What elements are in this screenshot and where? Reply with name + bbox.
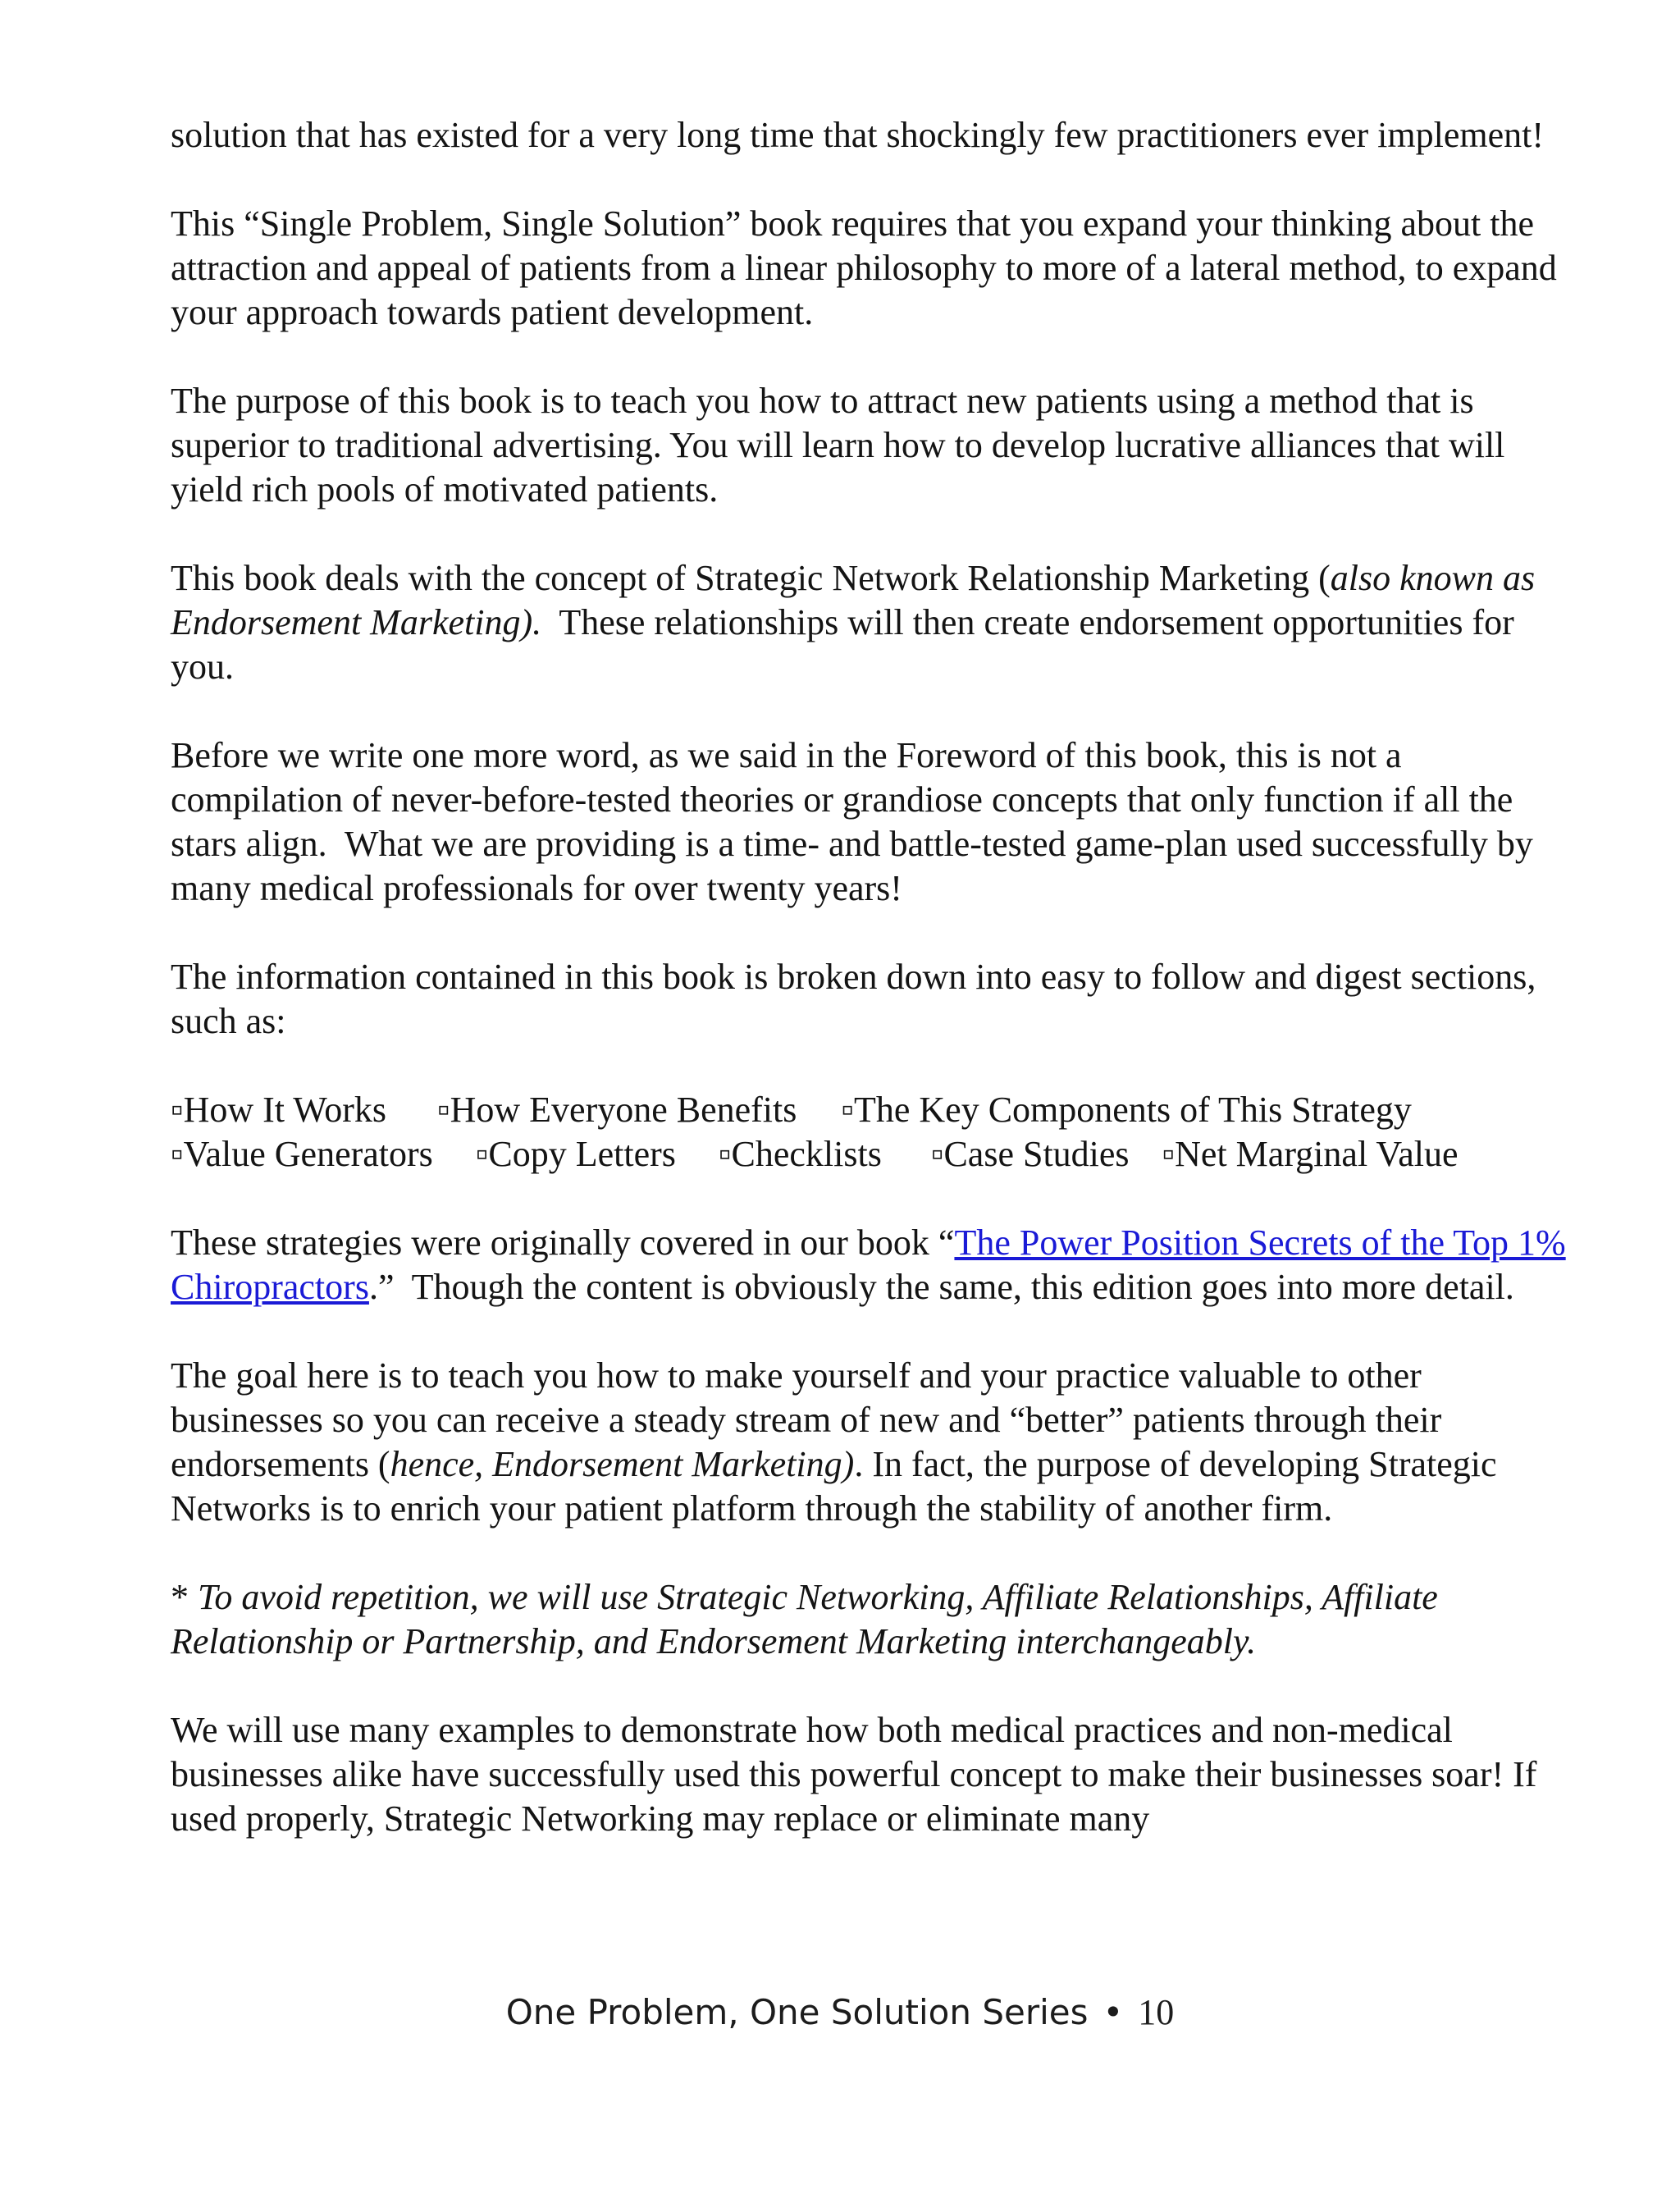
page-body	[171, 113, 1582, 1885]
list-item: ▫Net Marginal Value	[1162, 1134, 1459, 1174]
italic-text: hence, Endorsement Marketing)	[390, 1444, 855, 1484]
paragraph-text: These relationships will then create endorsement opportunities for you.	[171, 602, 1523, 687]
list-item: ▫Checklists	[718, 1134, 882, 1174]
list-item: ▫Case Studies	[930, 1134, 1130, 1174]
list-item: ▫Value Generators	[171, 1134, 433, 1174]
paragraph-intro-continuation: solution that has existed for a very long time that shockingly few practitioners ever implement!	[171, 115, 1544, 155]
separator-dot: •	[1102, 1992, 1124, 2032]
series-title: One Problem, One Solution Series	[505, 1992, 1089, 2032]
italic-text: To avoid repetition, we will use Strategic Networking, Affiliate Relationships, Affiliate Relationship or Partnership, and Endorsement Marketing interchangeably.	[171, 1577, 1438, 1661]
paragraph-note	[171, 1575, 1582, 1664]
sections-list-row-2	[171, 1132, 1582, 1177]
paragraph-text: The goal here is to teach you how to make yourself and your practice valuable to other businesses so you can receive a steady stream of new and “better” patients through their endorsements (	[171, 1355, 1442, 1484]
list-item: ▫How Everyone Benefits	[437, 1090, 797, 1130]
list-item: ▫The Key Components of This Strategy	[841, 1090, 1412, 1130]
asterisk: *	[171, 1577, 198, 1617]
italic-text: also known as Endorsement Marketing).	[171, 558, 1536, 642]
paragraph-originally-covered	[171, 1221, 1582, 1309]
sections-list	[171, 1088, 1582, 1177]
paragraph-text: .” Though the content is obviously the same, this edition goes into more detail.	[368, 1267, 1514, 1307]
list-item: ▫Copy Letters	[475, 1134, 676, 1174]
paragraph-text: . In fact, the purpose of developing Strategic Networks is to enrich your patient platform through the stability of another firm.	[171, 1444, 1497, 1529]
paragraph-strategic-network	[171, 556, 1582, 689]
page-number: 10	[1138, 1992, 1175, 2032]
paragraph-information: The information contained in this book is broken down into easy to follow and digest sections, such as:	[171, 957, 1536, 1041]
paragraph-examples: We will use many examples to demonstrate how both medical practices and non-medical businesses alike have successfully used this powerful concept to make their businesses soar! If used properly, Strategic Networking may replace or eliminate many	[171, 1710, 1537, 1839]
book-title-link[interactable]: The Power Position Secrets of the Top 1% Chiropractors	[171, 1222, 1566, 1307]
paragraph-text: This book deals with the concept of Strategic Network Relationship Marketing (	[171, 558, 1331, 598]
page-footer	[0, 1992, 1680, 2033]
paragraph-single-problem: This “Single Problem, Single Solution” book requires that you expand your thinking about the attraction and appeal of patients from a linear philosophy to more of a lateral method, to expand your approach towards patient development.	[171, 203, 1557, 332]
paragraph-text: These strategies were originally covered in our book “	[171, 1222, 955, 1263]
paragraph-purpose: The purpose of this book is to teach you how to attract new patients using a method that is superior to traditional advertising. You will learn how to develop lucrative alliances that will yield rich pools of motivated patients.	[171, 381, 1505, 510]
sections-list-row-1	[171, 1088, 1582, 1132]
paragraph-goal	[171, 1354, 1582, 1531]
list-item: ▫How It Works	[171, 1090, 387, 1130]
paragraph-before-we-write: Before we write one more word, as we said in the Foreword of this book, this is not a compilation of never-before-tested theories or grandiose concepts that only function if all the stars align. What we are providing is a time- and battle-tested game-plan used successfully by many medical professionals for over twenty years!	[171, 735, 1542, 908]
